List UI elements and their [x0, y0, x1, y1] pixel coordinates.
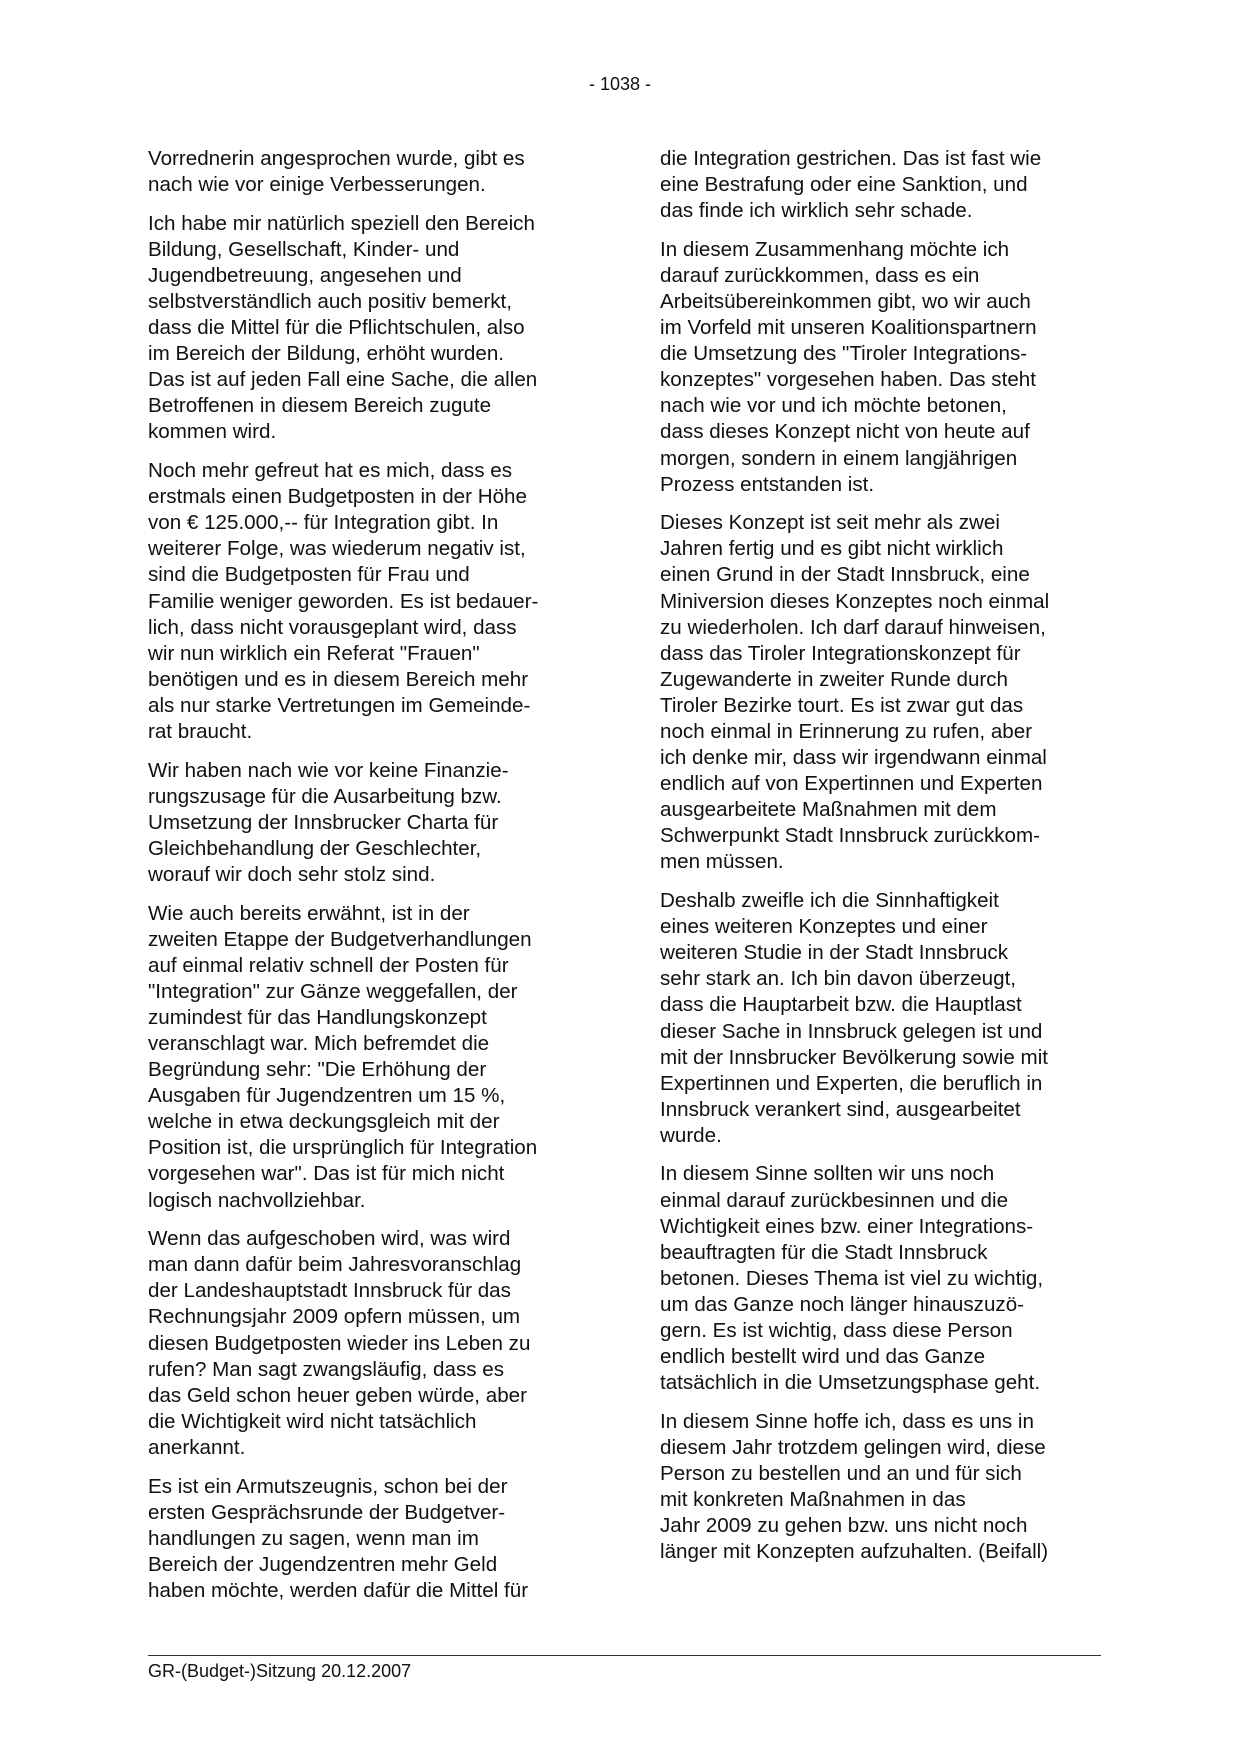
left-column — [148, 146, 592, 1616]
paragraph: Deshalb zweifle ich die Sinnhaftigkeit eines weiteren Konzeptes und einer weiteren Studie in der Stadt Innsbruck sehr stark an. Ich bin davon überzeugt, dass die Hauptarbeit bzw. die Hauptlast dieser Sache in Innsbruck gelegen ist und mit der Innsbrucker Bevölkerung sowie mit Expertinnen und Experten, die beruflich in Innsbruck verankert sind, ausgearbeitet wurde. — [660, 889, 1049, 1147]
paragraph: Wir haben nach wie vor keine Finanzie- rungszusage für die Ausarbeitung bzw. Umsetzung der Innsbrucker Charta für Gleichbehandlung der Geschlechter, worauf wir doch sehr stolz sind. — [148, 758, 509, 886]
paragraph: Noch mehr gefreut hat es mich, dass es erstmals einen Budgetposten in der Höhe von € 125.000,-- für Integration gibt. In weiterer Folge, was wiederum negativ ist, sind die Budgetposten für Frau und Familie weniger geworden. Es ist bedauer- lich, dass nicht vorausgeplant wird, dass wir nun wirklich ein Referat "Frauen" benötigen und es in diesem Bereich mehr als nur starke Vertretungen im Gemeinde- rat braucht. — [148, 459, 539, 743]
footer-session-label: GR-(Budget-)Sitzung 20.12.2007 — [148, 1661, 412, 1681]
paragraph: Wenn das aufgeschoben wird, was wird man dann dafür beim Jahresvoranschlag der Landeshauptstadt Innsbruck für das Rechnungsjahr 2009 opfern müssen, um diesen Budgetposten wieder ins Leben zu rufen? Man sagt zwangsläufig, dass es das Geld schon heuer geben würde, aber die Wichtigkeit wird nicht tatsächlich anerkannt. — [148, 1227, 531, 1459]
page-number: - 1038 - — [588, 74, 652, 94]
paragraph: In diesem Sinne hoffe ich, dass es uns in diesem Jahr trotzdem gelingen wird, diese Person zu bestellen und an und für sich mit konkreten Maßnahmen in das Jahr 2009 zu gehen bzw. uns nicht noch länger mit Konzepten aufzuhalten. (Beifall) — [660, 1409, 1049, 1564]
paragraph: Ich habe mir natürlich speziell den Bereich Bildung, Gesellschaft, Kinder- und Jugendbetreuung, angesehen und selbstverständlich auch positiv bemerkt, dass die Mittel für die Pflichtschulen, also im Bereich der Bildung, erhöht wurden. Das ist auf jeden Fall eine Sache, die allen Betroffenen in diesem Bereich zugute kommen wird. — [148, 211, 538, 444]
paragraph: die Integration gestrichen. Das ist fast wie eine Bestrafung oder eine Sanktion, und das finde ich wirklich sehr schade. — [660, 147, 1042, 223]
footer-divider — [148, 1655, 1101, 1656]
right-column — [660, 146, 1104, 1578]
paragraph: Dieses Konzept ist seit mehr als zwei Jahren fertig und es gibt nicht wirklich einen Grund in der Stadt Innsbruck, eine Miniversion dieses Konzeptes noch einmal zu wiederholen. Ich darf darauf hinweisen, dass das Tiroler Integrationskonzept für Zugewanderte in zweiter Runde durch Tiroler Bezirke tourt. Es ist zwar gut das noch einmal in Erinnerung zu rufen, aber ich denke mir, dass wir irgendwann einmal endlich auf von Expertinnen und Experten ausgearbeitete Maßnahmen mit dem Schwerpunkt Stadt Innsbruck zurückkom- men müssen. — [660, 511, 1050, 874]
paragraph: Wie auch bereits erwähnt, ist in der zweiten Etappe der Budgetverhandlungen auf einmal relativ schnell der Posten für "Integration" zur Gänze weggefallen, der zumindest für das Handlungskonzept veranschlagt war. Mich befremdet die Begründung sehr: "Die Erhöhung der Ausgaben für Jugendzentren um 15 %, welche in etwa deckungsgleich mit der Position ist, die ursprünglich für Integration vorgesehen war". Das ist für mich nicht logisch nachvollziehbar. — [148, 901, 538, 1212]
paragraph: Vorrednerin angesprochen wurde, gibt es nach wie vor einige Verbesserungen. — [148, 147, 525, 197]
paragraph: In diesem Sinne sollten wir uns noch einmal darauf zurückbesinnen und die Wichtigkeit eines bzw. einer Integrations- beauftragten für die Stadt Innsbruck betonen. Dieses Thema ist viel zu wichtig, um das Ganze noch länger hinauszuzö- gern. Es ist wichtig, dass diese Person endlich bestellt wird und das Ganze tatsächlich in die Umsetzungsphase geht. — [660, 1162, 1044, 1395]
paragraph: Es ist ein Armutszeugnis, schon bei der ersten Gesprächsrunde der Budgetver- handlungen zu sagen, wenn man im Bereich der Jugendzentren mehr Geld haben möchte, werden dafür die Mittel für — [148, 1474, 529, 1602]
paragraph: In diesem Zusammenhang möchte ich darauf zurückkommen, dass es ein Arbeitsübereinkommen gibt, wo wir auch im Vorfeld mit unseren Koalitionspartnern die Umsetzung des "Tiroler Integrations- konzeptes" vorgesehen haben. Das steht nach wie vor und ich möchte betonen, dass dieses Konzept nicht von heute auf morgen, sondern in einem langjährigen Prozess entstanden ist. — [660, 237, 1037, 496]
